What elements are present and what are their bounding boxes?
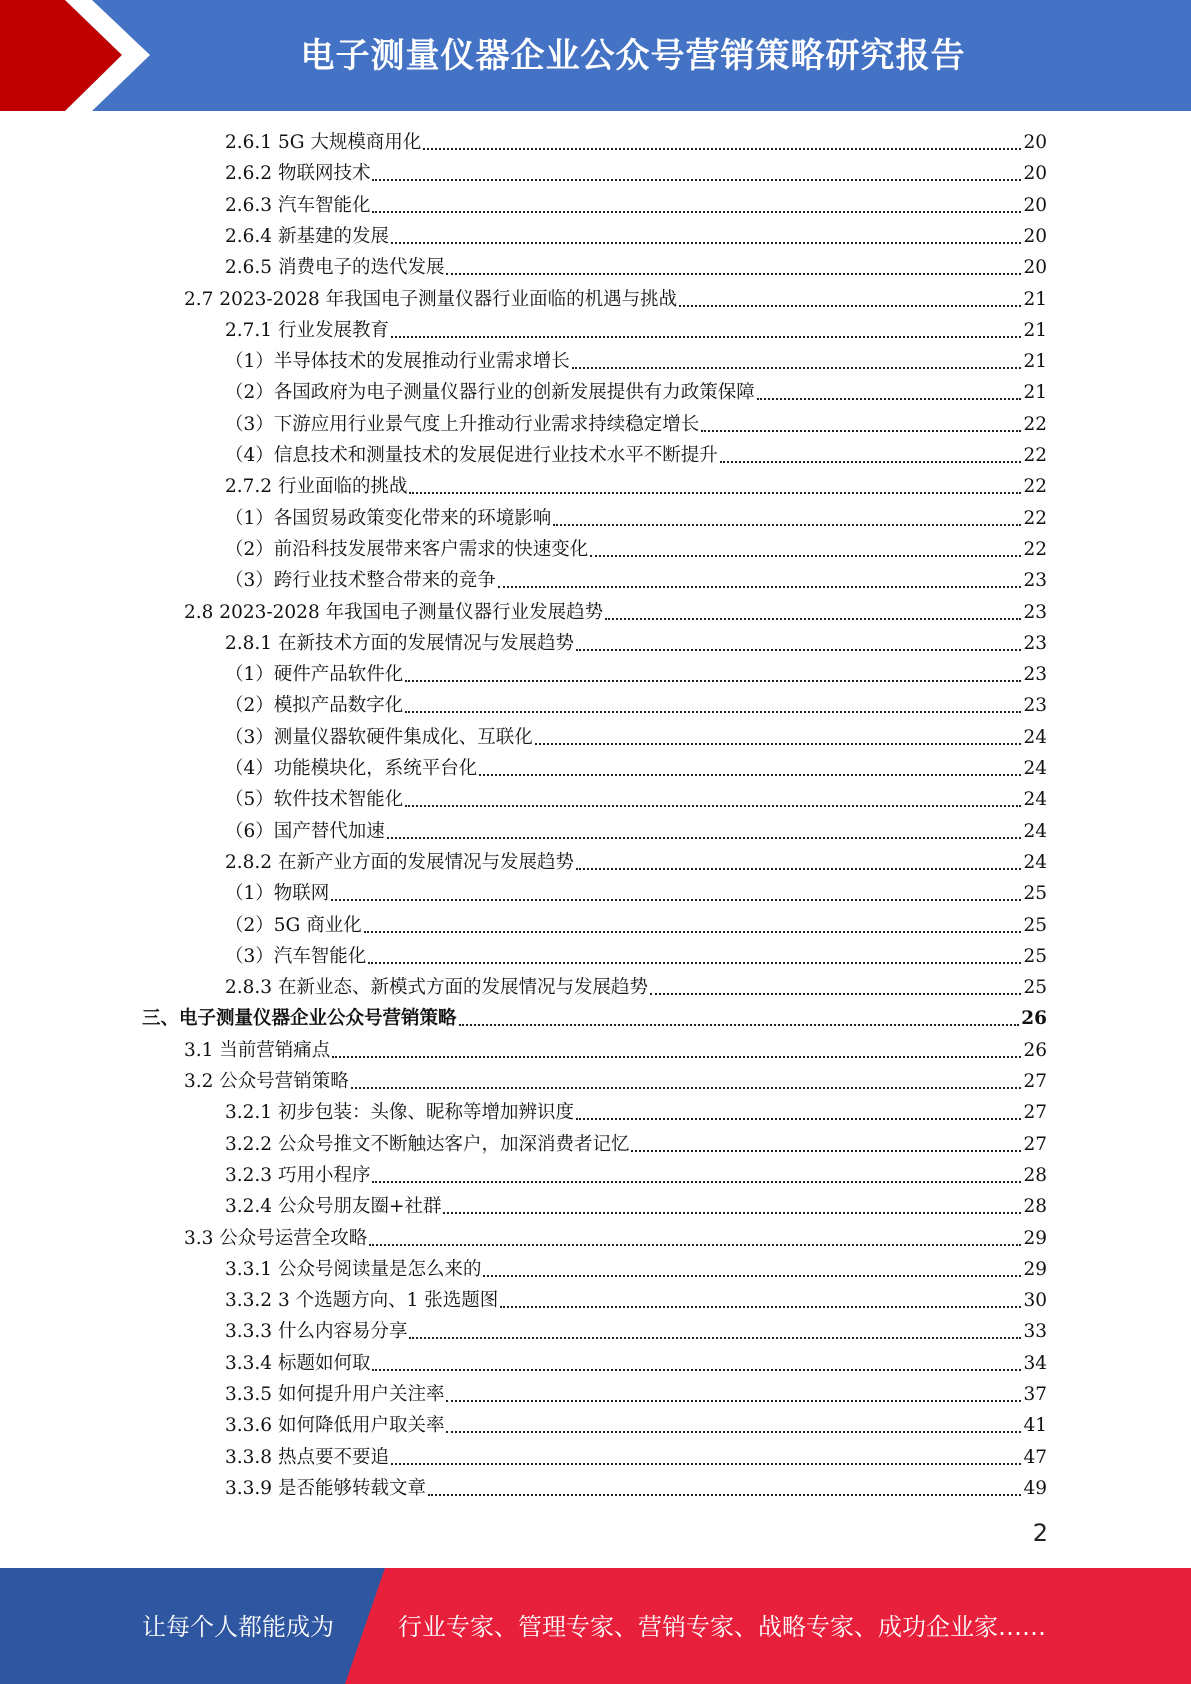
toc-entry-page: 24 [1023,820,1047,842]
toc-dot-leader [351,1087,1022,1089]
toc-entry-page: 27 [1023,1071,1047,1092]
toc-entry[interactable] [225,941,1047,972]
toc-entry-page: 23 [1023,632,1047,654]
toc-dot-leader [576,868,1021,870]
toc-dot-leader [483,1275,1021,1277]
toc-dot-leader [391,336,1021,338]
toc-entry-page: 41 [1023,1415,1047,1437]
toc-entry-page: 21 [1023,351,1047,373]
toc-dot-leader [423,148,1021,150]
toc-entry-title: 3.3.3 什么内容易分享 [225,1321,408,1343]
toc-dot-leader [372,1369,1021,1371]
toc-dot-leader [428,1494,1021,1496]
toc-entry[interactable] [225,252,1047,283]
toc-entry[interactable] [225,1285,1047,1316]
toc-entry[interactable] [225,346,1047,377]
toc-entry-page: 23 [1023,664,1047,686]
toc-entry-title: 3.3.8 热点要不要追 [225,1446,389,1468]
toc-entry[interactable] [225,158,1047,189]
toc-entry-title: 3.3.9 是否能够转载文章 [225,1477,426,1499]
toc-entry-page: 49 [1023,1477,1047,1499]
toc-entry-page: 25 [1023,945,1047,967]
toc-dot-leader [701,430,1021,432]
toc-entry-title: （1）物联网 [225,883,330,905]
toc-entry-title: （3）测量仪器软硬件集成化、互联化 [225,726,533,748]
toc-entry[interactable] [225,471,1047,502]
toc-entry-page: 23 [1023,570,1047,592]
toc-entry-page: 30 [1023,1290,1047,1312]
header-arrow-decoration [0,0,160,111]
toc-entry-title: （1）各国贸易政策变化带来的环境影响 [225,507,552,529]
report-title: 电子测量仪器企业公众号营销策略研究报告 [300,36,966,76]
toc-dot-leader [369,1244,1021,1246]
toc-entry-title: （2）5G 商业化 [225,914,362,936]
toc-entry-title: 2.8 2023-2028 年我国电子测量仪器行业发展趋势 [184,601,604,623]
toc-entry-page: 22 [1023,507,1047,529]
toc-dot-leader [650,993,1021,995]
toc-dot-leader [720,461,1022,463]
toc-entry[interactable] [225,127,1047,158]
toc-entry[interactable] [225,315,1047,346]
toc-entry[interactable] [225,1348,1047,1379]
footer-slogan-right: 行业专家、管理专家、营销专家、战略专家、成功企业家…… [398,1613,1046,1641]
toc-entry-page: 20 [1023,257,1047,279]
toc-entry[interactable] [225,784,1047,815]
toc-entry-page: 33 [1023,1321,1047,1343]
toc-entry-title: 3.3.1 公众号阅读量是怎么来的 [225,1258,482,1280]
toc-entry[interactable] [225,534,1047,565]
toc-entry-page: 27 [1023,1102,1047,1124]
toc-entry[interactable] [225,440,1047,471]
toc-dot-leader [387,837,1022,839]
toc-dot-leader [576,649,1021,651]
toc-entry-title: 3.2.3 巧用小程序 [225,1164,371,1186]
toc-dot-leader [446,1400,1021,1402]
toc-entry-page: 26 [1021,1008,1047,1030]
toc-entry-title: （1）半导体技术的发展推动行业需求增长 [225,351,570,373]
toc-entry[interactable] [225,1254,1047,1285]
toc-dot-leader [405,711,1021,713]
toc-entry-title: 3.2 公众号营销策略 [184,1071,349,1092]
toc-entry-page: 25 [1023,914,1047,936]
toc-entry[interactable] [225,628,1047,659]
toc-entry-page: 24 [1023,789,1047,811]
toc-dot-leader [572,367,1022,369]
toc-entry[interactable] [184,1035,1047,1066]
toc-entry-title: 2.6.1 5G 大规模商用化 [225,132,422,153]
toc-entry[interactable] [225,910,1047,941]
toc-entry-title: （4）功能模块化，系统平台化 [225,758,478,779]
toc-entry-title: 三、电子测量仪器企业公众号营销策略 [142,1008,457,1030]
toc-entry-page: 25 [1023,977,1047,999]
toc-entry[interactable] [184,1066,1047,1097]
toc-entry-title: 2.7.1 行业发展教育 [225,319,389,341]
toc-entry[interactable] [225,190,1047,221]
toc-entry[interactable] [225,1191,1047,1222]
toc-dot-leader [479,774,1021,776]
toc-entry-page: 26 [1023,1039,1047,1061]
toc-entry-page: 22 [1023,538,1047,560]
toc-entry[interactable] [225,565,1047,596]
toc-entry-page: 28 [1023,1196,1047,1218]
toc-entry[interactable] [225,221,1047,252]
toc-entry[interactable] [225,878,1047,909]
toc-dot-leader [576,1118,1021,1120]
toc-entry-page: 20 [1023,163,1047,185]
page-header [0,0,1191,111]
toc-dot-leader [405,805,1021,807]
toc-entry-page: 20 [1023,132,1047,153]
toc-entry[interactable] [225,690,1047,721]
toc-entry-title: 3.2.1 初步包装：头像、昵称等增加辨识度 [225,1102,574,1124]
toc-entry-page: 37 [1023,1384,1047,1405]
toc-entry-title: 2.7.2 行业面临的挑战 [225,476,408,498]
toc-entry-title: 2.7 2023-2028 年我国电子测量仪器行业面临的机遇与挑战 [184,288,678,310]
toc-dot-leader [372,1181,1021,1183]
toc-dot-leader [409,492,1021,494]
toc-entry[interactable] [184,1223,1047,1254]
toc-entry[interactable] [225,503,1047,534]
toc-entry[interactable] [225,1473,1047,1504]
toc-entry-title: 3.3.2 3 个选题方向、1 张选题图 [225,1290,499,1312]
toc-entry-page: 24 [1023,851,1047,873]
toc-entry-title: （2）各国政府为电子测量仪器行业的创新发展提供有力政策保障 [225,382,755,404]
toc-entry-page: 23 [1023,695,1047,717]
toc-entry-title: （5）软件技术智能化 [225,789,404,811]
toc-entry[interactable] [225,816,1047,847]
toc-entry-title: 3.3.6 如何降低用户取关率 [225,1415,445,1437]
toc-entry-page: 20 [1023,225,1047,247]
toc-entry[interactable] [225,377,1047,408]
toc-dot-leader [553,524,1021,526]
toc-dot-leader [391,242,1021,244]
toc-entry-page: 29 [1023,1258,1047,1280]
toc-entry[interactable] [225,972,1047,1003]
toc-entry[interactable] [184,597,1047,628]
toc-entry-page: 24 [1023,758,1047,779]
toc-entry-page: 21 [1023,288,1047,310]
toc-entry-title: （1）硬件产品软件化 [225,664,404,686]
toc-entry[interactable] [225,1129,1047,1160]
toc-entry-title: （3）跨行业技术整合带来的竞争 [225,570,496,592]
toc-entry-title: 2.8.3 在新业态、新模式方面的发展情况与发展趋势 [225,977,648,999]
toc-entry-page: 22 [1023,413,1047,435]
toc-entry-title: （4）信息技术和测量技术的发展促进行业技术水平不断提升 [225,445,718,466]
toc-entry-title: （2）模拟产品数字化 [225,695,404,717]
toc-dot-leader [535,743,1022,745]
toc-entry[interactable] [225,1379,1047,1410]
toc-entry[interactable] [225,1442,1047,1473]
toc-dot-leader [757,398,1022,400]
toc-entry-page: 22 [1023,476,1047,498]
toc-dot-leader [409,1337,1021,1339]
toc-entry[interactable] [225,722,1047,753]
toc-entry[interactable] [225,1410,1047,1441]
toc-entry[interactable] [142,1003,1047,1034]
toc-entry-page: 29 [1023,1227,1047,1249]
toc-dot-leader [372,211,1021,213]
toc-entry-title: 2.6.4 新基建的发展 [225,225,389,247]
toc-entry-page: 34 [1023,1352,1047,1374]
toc-entry[interactable] [225,659,1047,690]
toc-dot-leader [372,179,1021,181]
toc-entry[interactable] [225,847,1047,878]
toc-entry-page: 20 [1023,194,1047,216]
page-footer [0,1568,1191,1684]
toc-entry-page: 25 [1023,883,1047,905]
toc-entry[interactable] [225,753,1047,784]
toc-entry-page: 21 [1023,319,1047,341]
toc-dot-leader [405,680,1021,682]
footer-slogan-left: 让每个人都能成为 [142,1613,334,1641]
toc-entry-page: 23 [1023,601,1047,623]
toc-entry[interactable] [225,409,1047,440]
toc-dot-leader [605,618,1021,620]
toc-entry-title: 2.8.1 在新技术方面的发展情况与发展趋势 [225,632,574,654]
toc-dot-leader [631,1150,1021,1152]
toc-dot-leader [364,931,1022,933]
page-number: 2 [1032,1519,1048,1547]
toc-dot-leader [332,1056,1021,1058]
toc-dot-leader [500,1306,1021,1308]
toc-entry-title: （3）汽车智能化 [225,945,367,967]
toc-entry-title: 2.6.2 物联网技术 [225,163,371,185]
toc-dot-leader [590,555,1021,557]
toc-entry-title: （3）下游应用行业景气度上升推动行业需求持续稳定增长 [225,413,700,435]
toc-entry-title: （2）前沿科技发展带来客户需求的快速变化 [225,538,589,560]
toc-entry[interactable] [184,284,1047,315]
toc-entry-title: 3.3.5 如何提升用户关注率 [225,1384,445,1405]
toc-entry-title: （6）国产替代加速 [225,820,385,842]
toc-dot-leader [446,1431,1021,1433]
toc-dot-leader [459,1024,1020,1026]
toc-entry-title: 3.2.2 公众号推文不断触达客户，加深消费者记忆 [225,1133,630,1155]
toc-entry-title: 2.8.2 在新产业方面的发展情况与发展趋势 [225,851,574,873]
toc-entry-title: 3.2.4 公众号朋友圈+社群 [225,1196,442,1218]
toc-entry-page: 28 [1023,1164,1047,1186]
toc-entry-title: 3.3.4 标题如何取 [225,1352,371,1374]
toc-dot-leader [679,305,1021,307]
toc-dot-leader [331,899,1021,901]
toc-entry-page: 24 [1023,726,1047,748]
toc-entry-title: 2.6.3 汽车智能化 [225,194,371,216]
toc-entry-page: 47 [1023,1446,1047,1468]
toc-dot-leader [446,273,1021,275]
toc-entry[interactable] [225,1160,1047,1191]
toc-entry-page: 21 [1023,382,1047,404]
toc-entry[interactable] [225,1316,1047,1347]
toc-entry-page: 22 [1023,445,1047,466]
toc-entry-title: 3.1 当前营销痛点 [184,1039,331,1061]
toc-dot-leader [498,586,1022,588]
toc-entry[interactable] [225,1097,1047,1128]
toc-entry-title: 2.6.5 消费电子的迭代发展 [225,257,445,279]
toc-entry-page: 27 [1023,1133,1047,1155]
toc-dot-leader [368,962,1021,964]
toc-dot-leader [391,1463,1021,1465]
toc-dot-leader [443,1212,1021,1214]
toc-entry-title: 3.3 公众号运营全攻略 [184,1227,368,1249]
